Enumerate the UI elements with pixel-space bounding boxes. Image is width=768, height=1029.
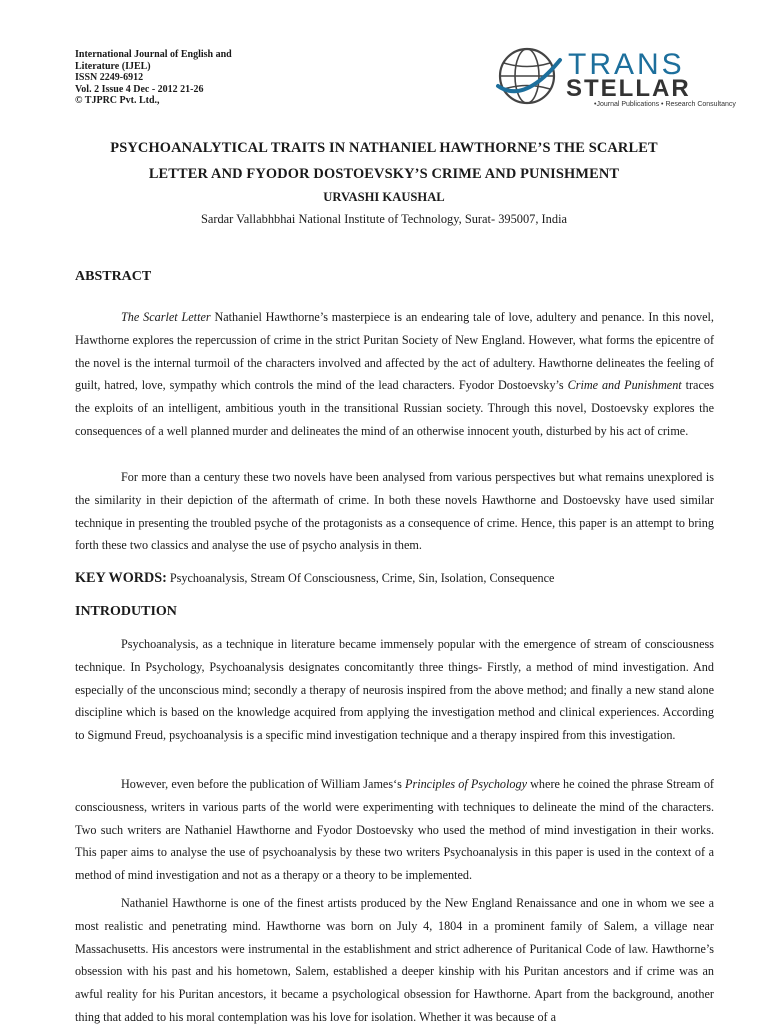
intro-paragraph-1: Psychoanalysis, as a technique in literature became immensely popular with the emergence of stream of consciousness technique. In Psychology, Psychoanalysis designates concomitantly three things- Firstly, a method of mind investigation. And especially of the unconscious mind; secondly a therapy of neurosis inspired from the above method; and finally a new stand alone discipline which is based on the knowledge acquired from applying the investigation method and clinical experiences. According to Sigmund Freud, psychoanalysis is a specific mind investigation technique and a therapy inspired from this investigation.: [75, 637, 714, 743]
keywords-label: KEY WORDS:: [75, 570, 167, 586]
intro-paragraph-3: Nathaniel Hawthorne is one of the finest artists produced by the New England Renaissance and one in whom we see a most realistic and penetrating mind. Hawthorne was born on July 4, 1804 in a prominent family of Salem, a village near Massachusetts. His ancestors were instrumental in the establishment and strict adherence of Puritanical Code of law. Hawthorne’s obsession with his past and his hometown, Salem, established a deeper kinship with his Puritan ancestors and if crime was an awful reality for his Puritan ancestors, it became a psychological obsession for Hawthorne. Apart from the background, another thing that added to his moral contemplation was his love for isolation. Whether it was because of a: [75, 896, 714, 1024]
journal-copyright: © TJPRC Pvt. Ltd.,: [75, 95, 160, 107]
paper-title-line1: PSYCHOANALYTICAL TRAITS IN NATHANIEL HAWTHORNE’S THE SCARLET: [110, 140, 658, 156]
abstract-paragraph-1: [75, 306, 714, 443]
journal-name-line1: International Journal of English and: [75, 49, 232, 60]
abstract-p1-text1: Nathaniel Hawthorne’s masterpiece is an endearing tale of love, adultery and penance. In this novel, Hawthorne explores the repercussion of crime in the strict Puritan Society of New England. However, what forms the epicentre of the novel is the internal turmoil of the characters involved and affected by the act of adultery. Hawthorne delineates the feeling of guilt, hatred, love, sympathy which controls the mind of the lead characters. Fyodor Dostoevsky’s: [75, 310, 714, 393]
intro-p2-text1: However, even before the publication of William James‘s: [121, 777, 406, 791]
abstract-title-scarlet-letter: The Scarlet Letter: [121, 310, 211, 324]
abstract-title-crime-punishment: Crime and Punishment: [567, 378, 682, 393]
logo-tagline: •Journal Publications • Research Consultancy: [594, 101, 736, 108]
journal-volume: Vol. 2 Issue 4 Dec - 2012 21-26: [75, 83, 204, 95]
author-name: URVASHI KAUSHAL: [323, 190, 445, 204]
journal-info: [75, 49, 335, 107]
logo-word-stellar: STELLAR: [566, 75, 691, 102]
globe-icon: [498, 49, 560, 103]
logo-word-trans: TRANS: [568, 48, 685, 81]
transstellar-logo: [494, 46, 736, 110]
introduction-heading: INTRODUTION: [75, 604, 177, 619]
journal-issn: ISSN 2249-6912: [75, 72, 144, 84]
intro-p2-text2: where he coined the phrase Stream of consciousness, writers in various parts of the world were experimenting with techniques to delineate the mind of the characters. Two such writers are Nathaniel Hawthorne and Fyodor Dostoevsky who used the method of mind investigation in their works. This paper aims to analyse the use of psychoanalysis by these two writers Psychoanalysis in this paper is used in the context of a method of mind investigation and not as a therapy or a theory to be implemented.: [75, 777, 714, 883]
keywords: [75, 570, 554, 587]
abstract-paragraph-2: For more than a century these two novels have been analysed from various perspectives but what remains unexplored is the similarity in their depiction of the aftermath of crime. In both these novels Hawthorne and Dostoevsky have used similar technique in presenting the troubled psyche of the protagonists as a consequence of crime. Hence, this paper is an attempt to bring forth these two classics and analyse the use of psycho analysis in them.: [75, 470, 714, 553]
abstract-p1-text2: traces the exploits of an intelligent, ambitious youth in the transitional Russian society. Through this novel, Dostoevsky explores the consequences of a well planned murder and delineates the mind of an otherwise innocent youth, disturbed by his act of crime.: [75, 378, 715, 438]
paper-title-line2: LETTER AND FYODOR DOSTOEVSKY’S CRIME AND PUNISHMENT: [148, 166, 620, 182]
author-affiliation: Sardar Vallabhbhai National Institute of Technology, Surat- 395007, India: [200, 212, 568, 226]
abstract-heading: ABSTRACT: [75, 269, 152, 284]
keywords-text: Psychoanalysis, Stream Of Consciousness, Crime, Sin, Isolation, Consequence: [166, 571, 555, 585]
intro-paragraph-2: [75, 773, 714, 887]
intro-title-principles: Principles of Psychology: [405, 777, 528, 791]
journal-name-line2: Literature (IJEL): [75, 60, 151, 72]
